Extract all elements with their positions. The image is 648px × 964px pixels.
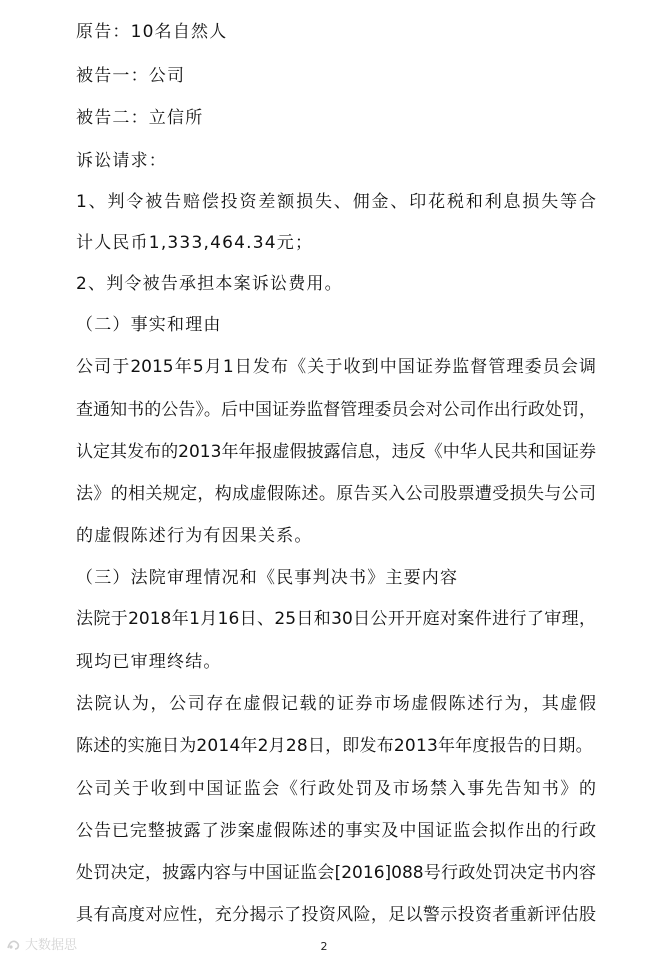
claims-heading: 诉讼请求：	[76, 151, 167, 171]
disclosure-line-1: 公司关于收到中国证监会《行政处罚及市场禁入事先告知书》的	[76, 779, 596, 799]
facts-line-5: 的虚假陈述行为有因果关系。	[76, 526, 313, 546]
section-court-heading: （三）法院审理情况和《民事判决书》主要内容	[76, 568, 459, 588]
facts-line-1: 公司于2015年5月1日发布《关于收到中国证券监督管理委员会调	[76, 357, 596, 377]
claim-one-line-1: 1、判令被告赔偿投资差额损失、佣金、印花税和利息损失等合	[76, 192, 596, 212]
plaintiff-line: 原告：10名自然人	[76, 22, 228, 42]
claim-one-line-2: 计人民币1,333,464.34元；	[76, 233, 314, 253]
watermark-text: 大数据思	[25, 938, 78, 953]
opinion-line-2: 陈述的实施日为2014年2月28日，即发布2013年年度报告的日期。	[76, 736, 593, 756]
court-line-2: 现均已审理终结。	[76, 652, 222, 672]
defendant-one-line: 被告一：公司	[76, 66, 186, 86]
page-number: 2	[320, 940, 328, 953]
court-line-1: 法院于2018年1月16日、25日和30日公开开庭对案件进行了审理，	[76, 609, 596, 629]
disclosure-line-3: 处罚决定，披露内容与中国证监会[2016]088号行政处罚决定书内容	[76, 863, 596, 883]
defendant-two-line: 被告二：立信所	[76, 108, 204, 128]
claim-two-line: 2、判令被告承担本案诉讼费用。	[76, 274, 343, 294]
facts-line-3: 认定其发布的2013年年报虚假披露信息，违反《中华人民共和国证券	[76, 442, 596, 462]
opinion-line-1: 法院认为，公司存在虚假记载的证券市场虚假陈述行为，其虚假	[76, 694, 596, 714]
disclosure-line-4: 具有高度对应性，充分揭示了投资风险，足以警示投资者重新评估股	[76, 905, 596, 925]
facts-line-4: 法》的相关规定，构成虚假陈述。原告买入公司股票遭受损失与公司	[76, 484, 596, 504]
disclosure-line-2: 公告已完整披露了涉案虚假陈述的事实及中国证监会拟作出的行政	[76, 821, 596, 841]
facts-line-2: 查通知书的公告》。后中国证券监督管理委员会对公司作出行政处罚，	[76, 400, 596, 420]
section-facts-heading: （二）事实和理由	[76, 315, 222, 335]
